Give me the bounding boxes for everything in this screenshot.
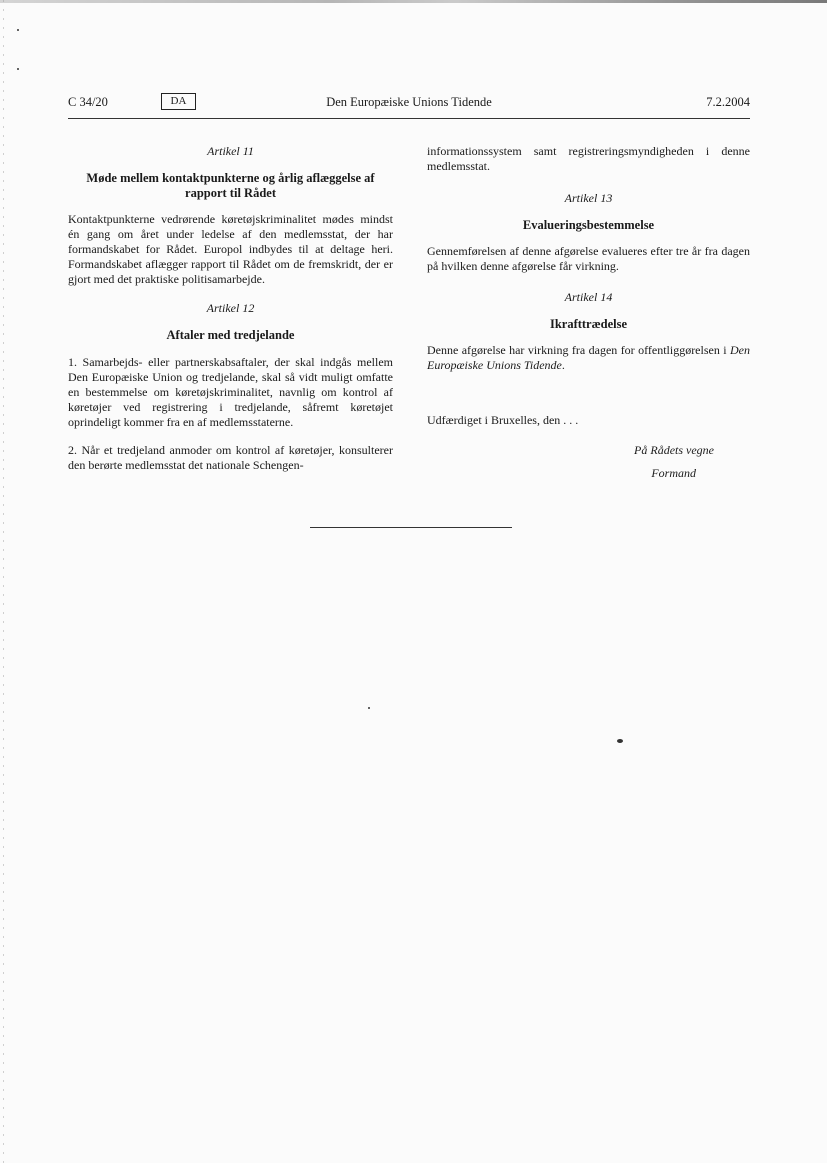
scan-speck [17, 68, 19, 70]
publication-date: 7.2.2004 [706, 95, 750, 109]
left-column [68, 144, 393, 473]
article-11-label: Artikel 11 [207, 144, 254, 158]
scan-edge-top [0, 0, 827, 3]
article-11-title-line2: rapport til Rådet [185, 186, 276, 200]
article-12-paragraph-1: 1. Samarbejds- eller partnerskabsaftaler, der skal indgås mellem Den Europæiske Union og tredjelande, skal så vidt muligt omfatte en bestemmelse om køretøjskriminalitet, navnlig om kontrol af køretøjer ved registrering i tredjelande, såfremt køretøjet oprindeligt kommer fra en af medlemsstaterne. [68, 355, 393, 429]
done-at-line: Udfærdiget i Bruxelles, den . . . [427, 413, 579, 427]
page-reference: C 34/20 [68, 95, 108, 109]
article-12-paragraph-2: 2. Når et tredjeland anmoder om kontrol af køretøjer, konsulterer den berørte medlemsstat det nationale Schengen- [68, 443, 393, 472]
article-12-title: Aftaler med tredjelande [166, 328, 295, 342]
article-12-label: Artikel 12 [206, 301, 255, 315]
article-14-body-end: . [561, 358, 565, 372]
scan-speck [617, 739, 623, 743]
article-13-label: Artikel 13 [564, 191, 613, 205]
article-14-body-start: Denne afgørelse har virkning fra dagen for offentliggørelsen i [427, 343, 730, 357]
article-14-title: Ikrafttrædelse [549, 317, 628, 331]
header-rule [68, 118, 750, 119]
scan-speck [17, 29, 19, 31]
on-behalf-of-council: På Rådets vegne [634, 443, 714, 457]
end-rule [310, 527, 512, 528]
article-14-label: Artikel 14 [564, 290, 613, 304]
article-11-title-line1: Møde mellem kontaktpunkterne og årlig aflæggelse af [86, 171, 375, 185]
page-header [68, 95, 750, 115]
article-13-title: Evalueringsbestemmelse [522, 218, 655, 232]
scan-edge-left [3, 0, 4, 1163]
article-12-paragraph-2-continued: informationssystem samt registreringsmyndigheden i denne medlemsstat. [427, 144, 750, 173]
article-13-body: Gennemførelsen af denne afgørelse evalueres efter tre år fra dagen på hvilken denne afgørelse får virkning. [427, 244, 750, 273]
journal-title: Den Europæiske Unions Tidende [326, 95, 492, 109]
president-title: Formand [651, 466, 696, 480]
scan-speck [368, 707, 370, 709]
right-column [427, 144, 750, 481]
article-14-body [427, 343, 750, 373]
language-box: DA [161, 93, 196, 110]
article-11-body: Kontaktpunkterne vedrørende køretøjskriminalitet mødes mindst én gang om året under ledelse af den medlemsstat, der har formandskabet for Rådet. Europol indbydes til at deltage heri. Formandskabet aflægger rapport til Rådet om de fremskridt, der er gjort med det praktiske politisamarbejde. [68, 212, 393, 286]
article-14-journal-name: Den Europæiske Unions Tidende [427, 343, 750, 372]
